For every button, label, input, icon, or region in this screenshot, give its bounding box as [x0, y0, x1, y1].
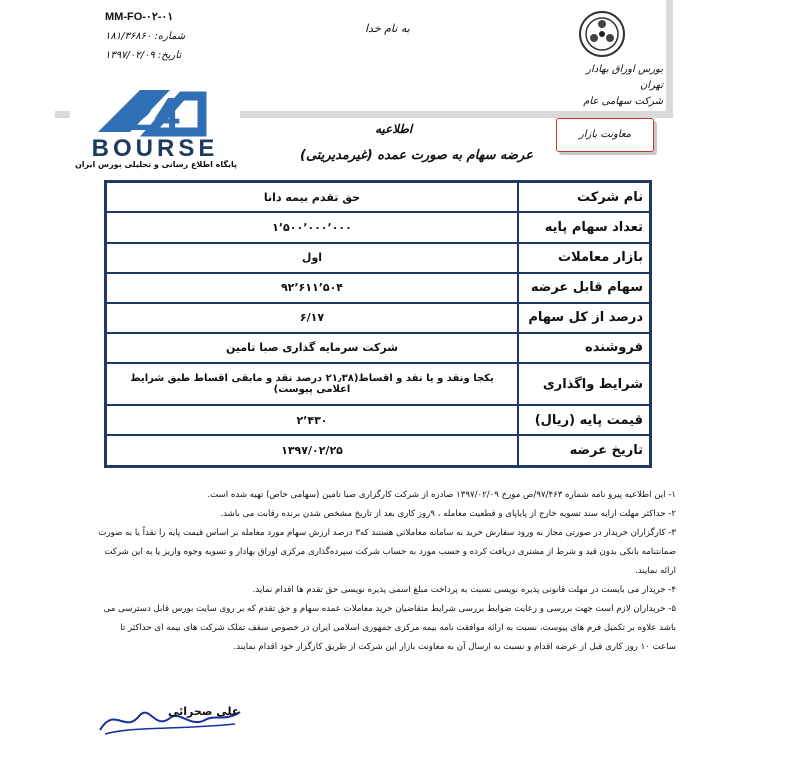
table-row: [106, 182, 651, 213]
note-item: ۲- حداکثر مهلت ارایه سند تسویه خارج از پایاپای و قطعیت معامله ، ۹روز کاری بعد از تاریخ مشخص شدن برنده رقابت می باشد.: [220, 509, 676, 519]
row-value: اول: [106, 243, 519, 273]
offer-details-table: [104, 180, 652, 468]
row-value: ۱۳۹۷/۰۲/۲۵: [106, 435, 519, 466]
bourse24-logo: [70, 72, 240, 190]
row-label: بازار معاملات: [518, 243, 651, 273]
row-value: ۱٬۵۰۰٬۰۰۰٬۰۰۰: [106, 212, 519, 242]
note-item: ۴- خریدار می بایست در مهلت قانونی پذیره نویسی نسبت به پرداخت مبلغ اسمی پذیره نویسی حق تقدم ها اقدام نماید.: [252, 585, 676, 595]
table-row: [106, 212, 651, 242]
notes-section: [98, 486, 676, 657]
exchange-seal-icon: [578, 10, 626, 58]
table-row: [106, 363, 651, 405]
logo-tagline: پایگاه اطلاع رسانی و تحلیلی بورس ایران: [74, 160, 238, 169]
logo-word: BOURSE: [91, 135, 219, 160]
bourse24-logo-icon: [70, 72, 240, 160]
table-row: [106, 303, 651, 333]
signatory-name: علی صحرائی: [168, 705, 240, 718]
row-value: حق تقدم بیمه دانا: [106, 182, 519, 213]
notice-title: اطلاعیه: [375, 122, 413, 136]
table-row: [106, 405, 651, 435]
document-date: تاریخ: ۱۳۹۷/۰۲/۰۹: [105, 50, 182, 61]
row-value: شرکت سرمایه گذاری صبا تامین: [106, 333, 519, 363]
note-item: ۱- این اطلاعیه پیرو نامه شماره ۹۷/۴۶۳/ص مورخ ۱۳۹۷/۰۲/۰۹ صادره از شرکت کارگزاری صبا تامین (سهامی خاص) تهیه شده است.: [207, 490, 676, 500]
document-codes: [105, 8, 225, 65]
form-code: MM-FO-۰۲-۰۱: [105, 11, 174, 23]
exchange-name: بورس اوراق بهادار تهران شرکت سهامی عام: [583, 64, 663, 107]
department-box: معاونت بازار: [556, 118, 654, 152]
row-label: تاریخ عرضه: [518, 435, 651, 466]
row-value: یکجا ونقد و یا نقد و اقساط(۲۱٫۳۸ درصد نقد و مابقی اقساط طبق شرایط اعلامی پیوست): [106, 363, 519, 405]
row-label: تعداد سهام پایه: [518, 212, 651, 242]
table-row: [106, 333, 651, 363]
row-value: ۲٬۴۳۰: [106, 405, 519, 435]
row-label: شرایط واگذاری: [518, 363, 651, 405]
table-row: [106, 273, 651, 303]
table-row: [106, 243, 651, 273]
row-label: فروشنده: [518, 333, 651, 363]
row-value: ۶/۱۷: [106, 303, 519, 333]
document-number: شماره: ۱۸۱/۳۶۸۶۰: [105, 31, 186, 42]
logo-number: 24: [128, 88, 180, 140]
row-label: نام شرکت: [518, 182, 651, 213]
row-label: درصد از کل سهام: [518, 303, 651, 333]
offer-title: عرضه سهام به صورت عمده (غیرمدیریتی): [300, 148, 533, 163]
table-row: [106, 435, 651, 466]
row-label: قیمت پایه (ریال): [518, 405, 651, 435]
note-item: ۵- خریداران لازم است جهت بررسی و رعایت ضوابط بررسی شرایط متقاضیان خرید معاملات عمده سهام و حق تقدم که بر روی سایت بورس قابل دسترسی می باشد علاوه بر تکمیل فرم های پیوست، نسبت به ارائه موافقت نامه بیمه مرکزی جمهوری اسلامی ایران در خصوص سقف تملک شرکت های بیمه ای حداکثر تا ساعت ۱۰ روز کاری قبل از عرضه اقدام و نسبت به ارسال آن به معاونت بازار این شرکت از طریق کارگزار خود اقدام نمایند.: [103, 604, 676, 652]
row-value: ۹۲٬۶۱۱٬۵۰۴: [106, 273, 519, 303]
bismillah: به نام خدا: [365, 22, 410, 35]
row-label: سهام قابل عرضه: [518, 273, 651, 303]
note-item: ۳- کارگزاران خریدار در صورتی مجاز به ورود سفارش خرید به سامانه معاملاتی هستند که۳ درصد ارزش سهام مورد معامله بر اساس قیمت پایه را نقداً یا به صورت ضمانتنامه بانکی بدون قید و شرط از مشتری دریافت کرده و حسب مورد به حساب شرکت سپرده‌گذاری مرکزی اوراق بهادار و تسویه وجوه واریز یا به این شرکت ارائه نمایند.: [98, 528, 676, 576]
